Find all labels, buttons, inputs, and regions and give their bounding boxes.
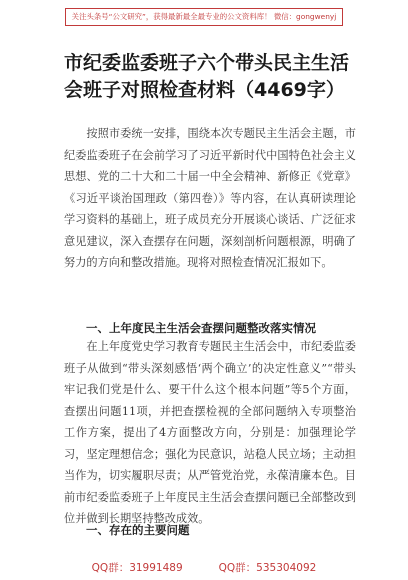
section-heading-1: 一、上年度民主生活会查摆问题整改落实情况 [86, 321, 316, 335]
section-paragraph-1: 在上年度党史学习教育专题民主生活会中，市纪委监委班子从做到“带头深刻感悟‘两个确立’的决定性意义”“带头牢记我们党是什么、要干什么这个根本问题”等5个方面，查摆出问题11项，并把查摆检视的全部问题纳入专项整治工作方案，提出了4方面整改方向，分别是：加强理论学习，坚定理想信念；强化为民意识，站稳人民立场；主动担当作为，切实履职尽责；从严管党治党，永葆清廉本色。目前市纪委监委班子上年度民主生活会查摆问题已全部整改到位并做到长期坚持整改成效。 [64, 340, 356, 525]
document-title: 市纪委监委班子六个带头民主生活会班子对照检查材料（4469字） [64, 52, 350, 101]
header-banner-wrap [0, 8, 408, 26]
footer-qq-group-2: QQ群：535304092 [218, 562, 317, 574]
footer-qq-groups [0, 560, 408, 575]
footer-qq-group-1: QQ群：31991489 [91, 562, 183, 574]
header-banner: 关注头条号“公文研究”，获得最新最全最专业的公文资料库！ 微信：gongwenyj [65, 8, 344, 26]
section-heading-2: 一、存在的主要问题 [86, 523, 190, 537]
intro-paragraph: 按照市委统一安排，围绕本次专题民主生活会主题，市纪委监委班子在会前学习了习近平新时代中国特色社会主义思想、党的二十大和二十届一中全会精神、新修正《党章》《习近平谈治国理政（第四卷）》等内容，在认真研读理论学习资料的基础上，班子成员充分开展谈心谈话、广泛征求意见建议，深入查摆存在问题，深刻剖析问题根源，明确了努力的方向和整改措施。现将对照检查情况汇报如下。 [64, 127, 356, 269]
